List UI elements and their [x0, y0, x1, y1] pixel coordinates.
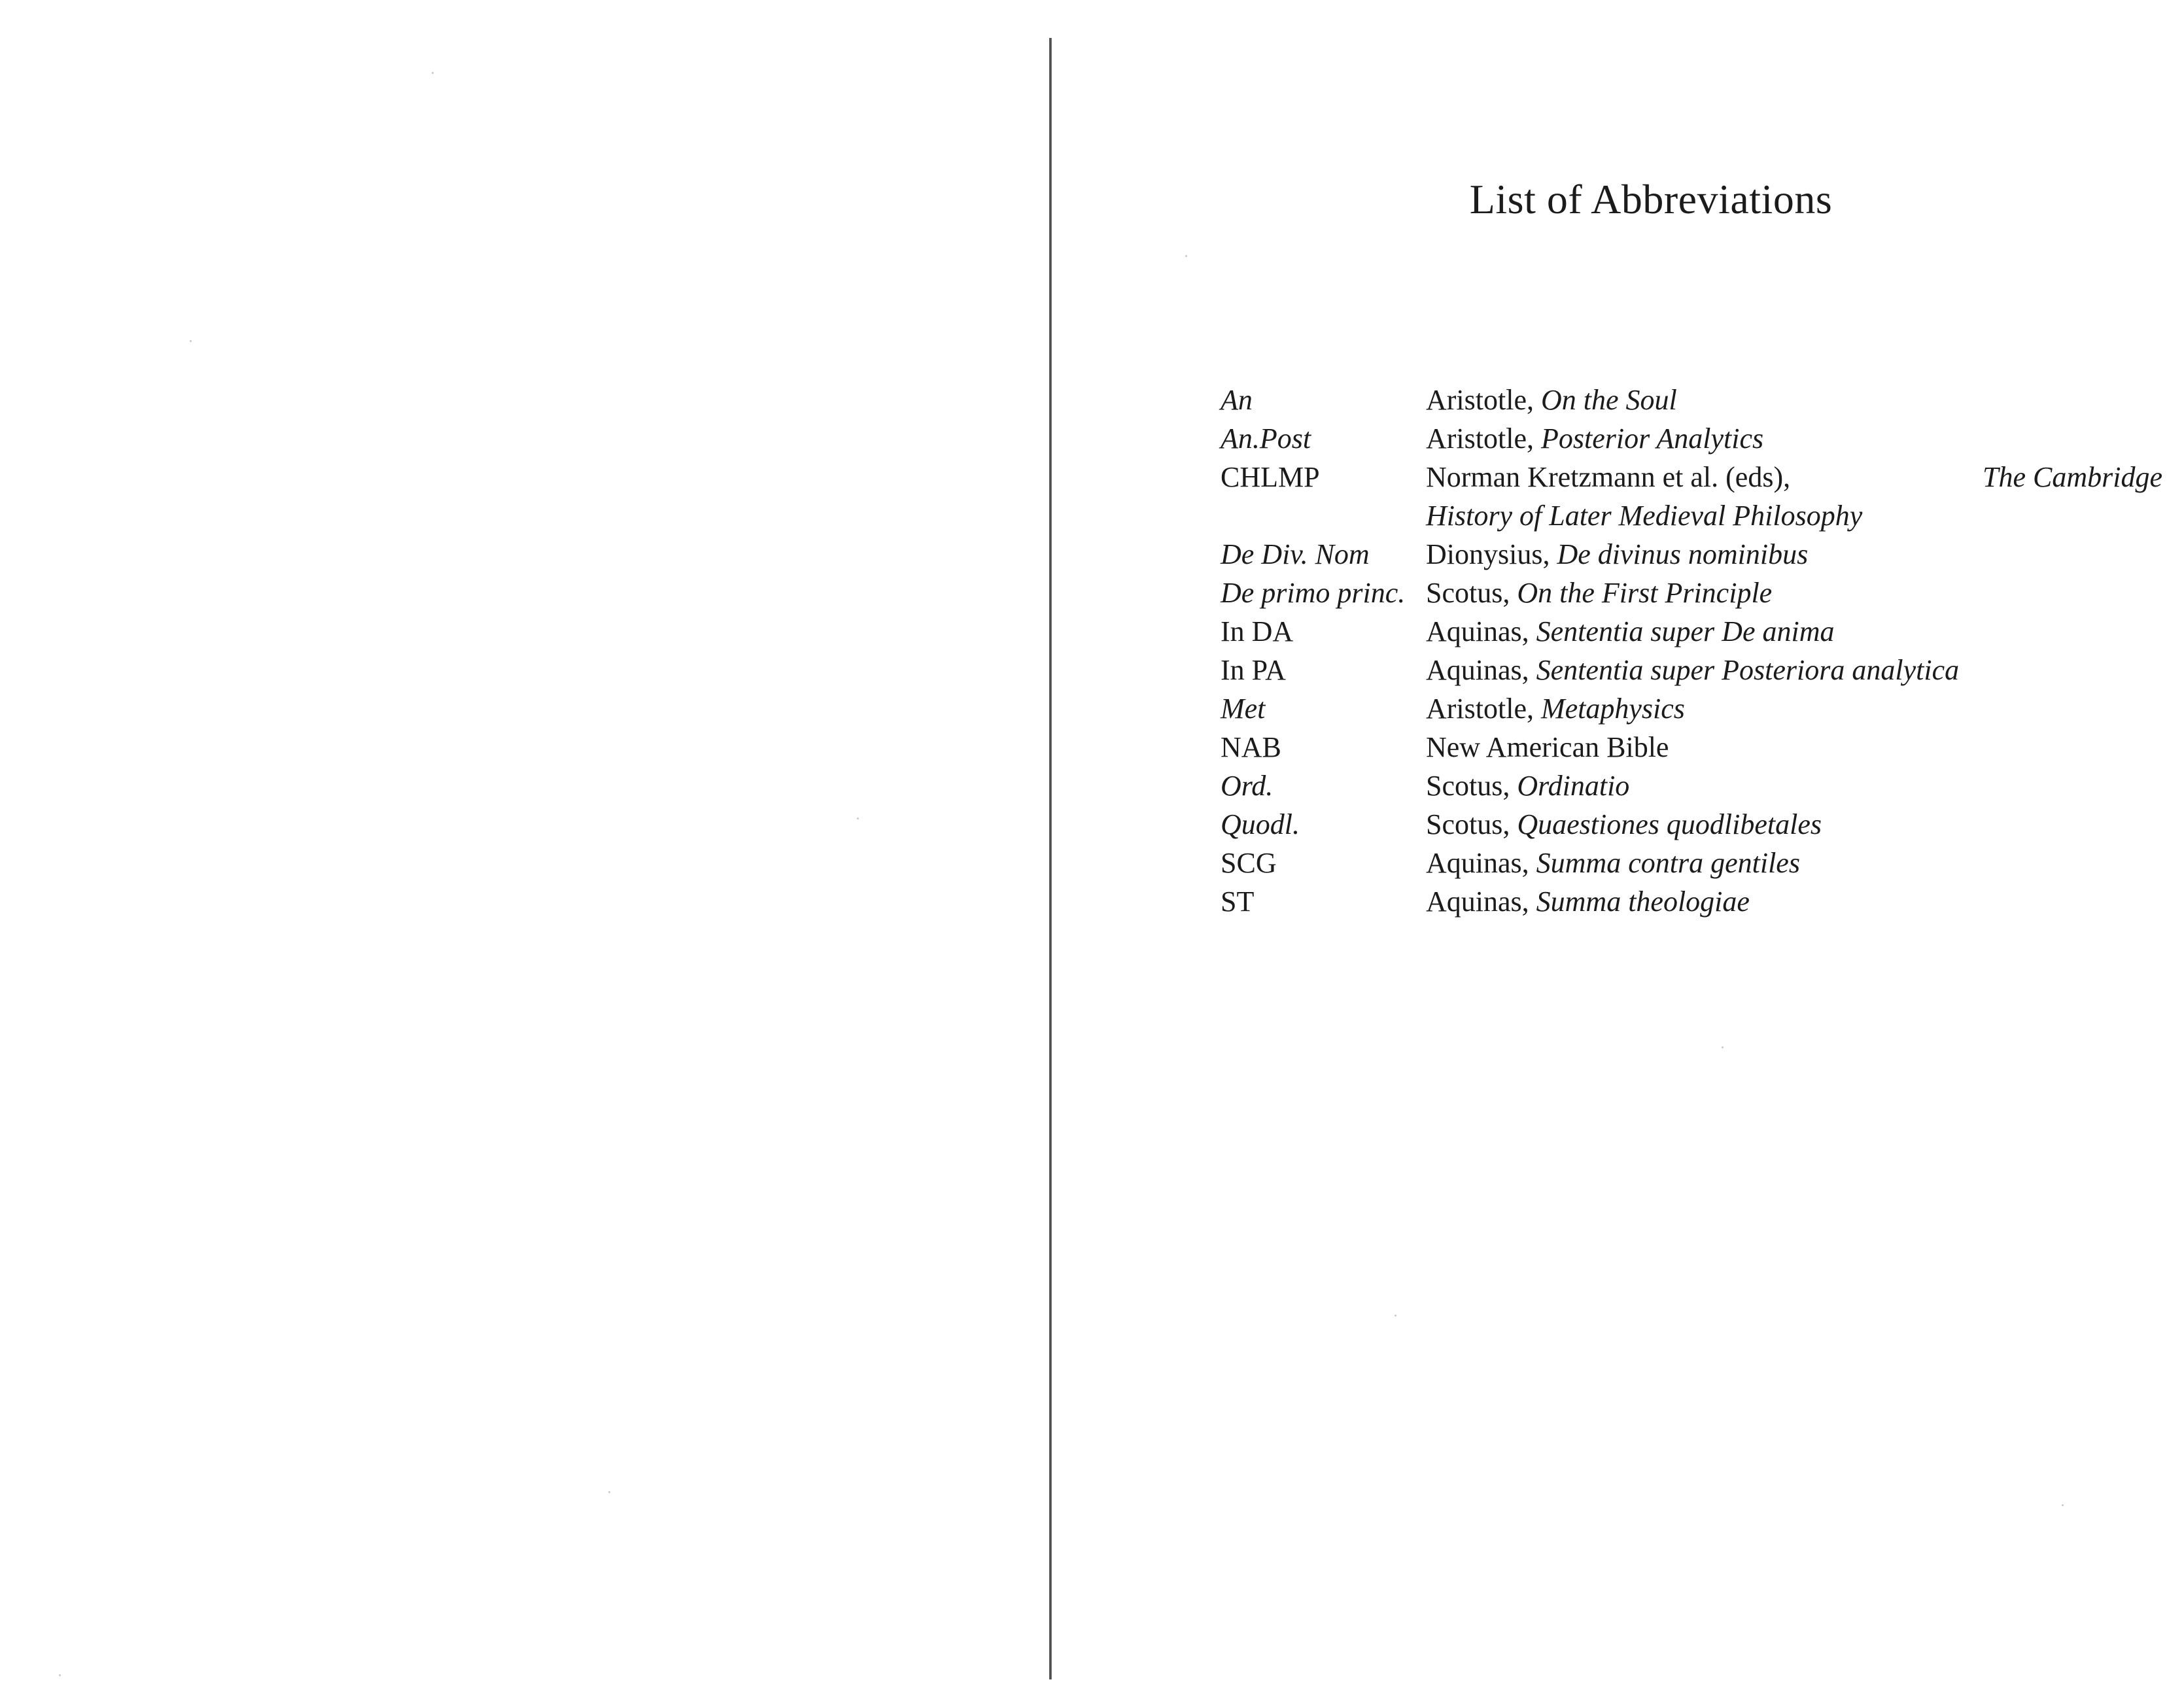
author: Aristotle, [1426, 693, 1541, 725]
abbreviation-entry [1221, 381, 2162, 419]
author: New American Bible [1426, 731, 1669, 763]
abbreviation-expansion [1426, 882, 2162, 921]
abbreviation-entry [1221, 419, 2162, 458]
work-title: Quaestiones quodlibetales [1517, 808, 1822, 840]
abbreviation-list [1221, 381, 2162, 921]
abbreviation-expansion [1426, 651, 2162, 689]
work-title: On the First Principle [1517, 577, 1773, 609]
abbreviation-entry [1221, 689, 2162, 728]
abbreviation-entry [1221, 458, 2162, 535]
work-title: Summa contra gentiles [1536, 847, 1800, 879]
author: Aquinas, [1426, 847, 1536, 879]
paper-speck [190, 340, 192, 342]
author: Aristotle, [1426, 384, 1541, 416]
paper-speck [1185, 255, 1187, 257]
work-title: Posterior Analytics [1540, 422, 1764, 455]
abbreviation: An.Post [1221, 422, 1311, 455]
abbreviation-entry [1221, 766, 2162, 805]
abbreviation: Ord. [1221, 770, 1274, 802]
abbreviation: De Div. Nom [1221, 538, 1370, 570]
abbreviation-expansion [1426, 535, 2162, 574]
work-title: Sententia super De anima [1536, 615, 1835, 647]
author: Scotus, [1426, 808, 1517, 840]
right-page [1054, 0, 2184, 1703]
work-title: De divinus nominibus [1557, 538, 1809, 570]
abbreviation-entry [1221, 612, 2162, 651]
abbreviation: In DA [1221, 615, 1294, 647]
abbreviation: ST [1221, 886, 1255, 918]
abbreviation: De primo princ. [1221, 577, 1406, 609]
paper-speck [857, 817, 859, 819]
author: Dionysius, [1426, 538, 1557, 570]
abbreviation-expansion [1426, 766, 2162, 805]
expansion-line-1 [1426, 458, 2162, 496]
abbreviation-expansion [1426, 574, 2162, 612]
abbreviation-entry [1221, 535, 2162, 574]
abbreviation-expansion [1426, 612, 2162, 651]
author: Scotus, [1426, 577, 1517, 609]
author: Aristotle, [1426, 422, 1541, 455]
abbreviation-expansion [1426, 689, 2162, 728]
abbreviation: CHLMP [1221, 461, 1320, 493]
abbreviation-entry [1221, 728, 2162, 766]
abbreviation: SCG [1221, 847, 1277, 879]
paper-speck [1722, 1046, 1724, 1048]
paper-speck [432, 72, 434, 74]
author: Aquinas, [1426, 615, 1536, 647]
abbreviation-expansion [1426, 458, 2162, 535]
paper-speck [59, 1674, 61, 1676]
paper-speck [1395, 1315, 1396, 1316]
work-title: The Cambridge [1983, 461, 2162, 493]
abbreviation: NAB [1221, 731, 1281, 763]
abbreviation-expansion [1426, 381, 2162, 419]
author: Scotus, [1426, 770, 1517, 802]
abbreviation-expansion [1426, 805, 2162, 844]
abbreviation: In PA [1221, 654, 1286, 686]
paper-speck [608, 1491, 610, 1493]
abbreviation-entry [1221, 574, 2162, 612]
work-title: Metaphysics [1540, 693, 1685, 725]
paper-speck [2062, 1504, 2064, 1506]
work-title-continued: History of Later Medieval Philosophy [1426, 500, 1863, 532]
left-page-blank [0, 0, 1052, 1703]
abbreviation-expansion [1426, 419, 2162, 458]
author: Aquinas, [1426, 886, 1536, 918]
page-title: List of Abbreviations [1469, 176, 1833, 222]
abbreviation: An [1221, 384, 1253, 416]
abbreviation-expansion [1426, 728, 2162, 766]
work-title: On the Soul [1540, 384, 1677, 416]
book-spine-gutter [1049, 38, 1052, 1679]
abbreviation-entry [1221, 844, 2162, 882]
abbreviation-expansion [1426, 844, 2162, 882]
author: Norman Kretzmann et al. (eds), [1426, 461, 1791, 493]
abbreviation-entry [1221, 805, 2162, 844]
abbreviation: Quodl. [1221, 808, 1300, 840]
work-title: Summa theologiae [1536, 886, 1750, 918]
work-title: Sententia super Posteriora analytica [1536, 654, 1960, 686]
abbreviation-entry [1221, 651, 2162, 689]
abbreviation-entry [1221, 882, 2162, 921]
abbreviation: Met [1221, 693, 1266, 725]
work-title: Ordinatio [1517, 770, 1630, 802]
author: Aquinas, [1426, 654, 1536, 686]
